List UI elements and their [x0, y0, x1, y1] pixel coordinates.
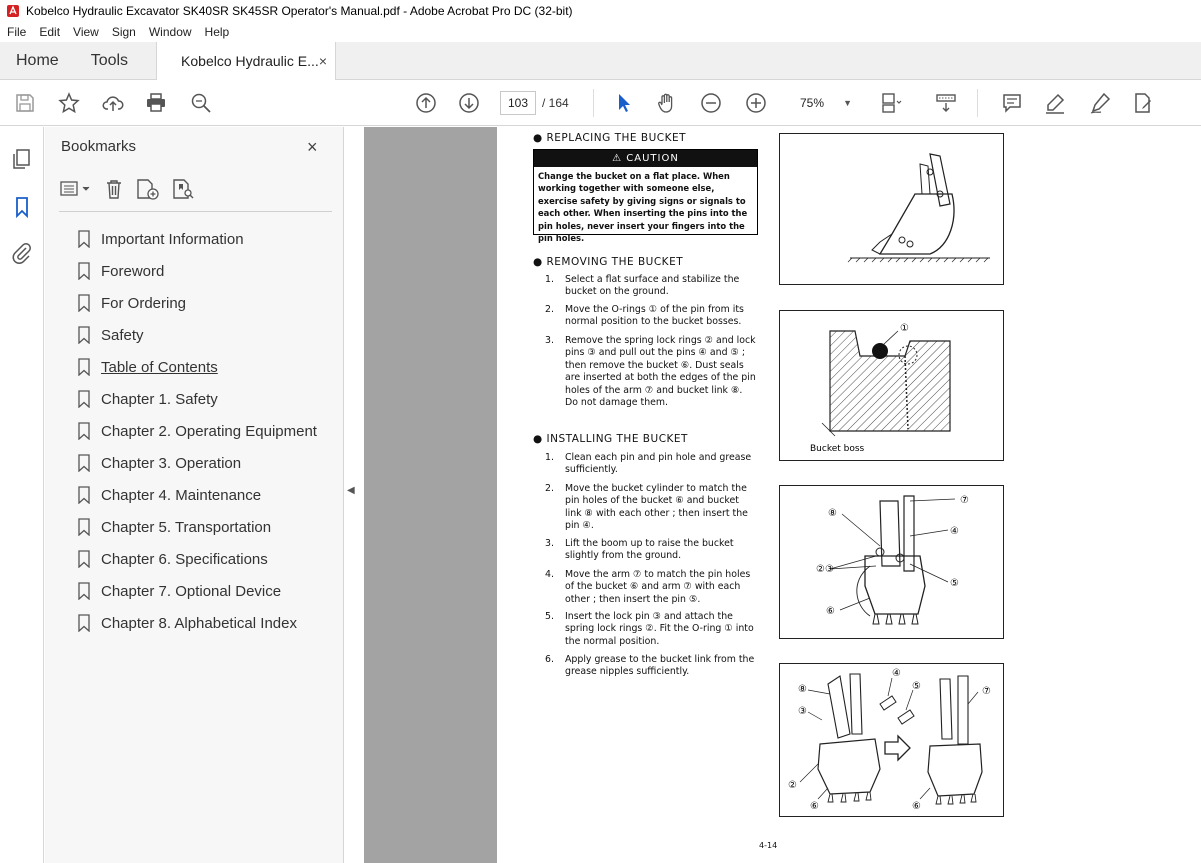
menu-file[interactable]: File: [7, 25, 27, 39]
bookmark-item[interactable]: [77, 383, 317, 415]
menu-edit[interactable]: Edit: [39, 25, 61, 39]
bookmark-item[interactable]: [77, 223, 317, 255]
bookmark-item[interactable]: [77, 543, 317, 575]
scroll-mode-icon[interactable]: [934, 91, 958, 115]
star-icon[interactable]: [57, 91, 81, 115]
chevron-down-icon: ▼: [843, 98, 852, 108]
pin-insertion-illustration: [780, 664, 1003, 816]
pdf-page: [497, 127, 1201, 863]
figure-label: Bucket boss: [810, 444, 865, 454]
callout-number: ⑥: [810, 801, 819, 812]
bookmark-icon: [77, 422, 91, 440]
callout-number: ⑧: [828, 508, 837, 519]
bookmarks-panel: [45, 127, 344, 863]
instruction-step: [545, 569, 757, 606]
step-number: 3.: [545, 538, 554, 549]
step-text: Move the arm ⑦ to match the pin holes of the bucket ⑥ and arm ⑦ with each other ; then insert the pin ⑤.: [565, 569, 751, 605]
step-text: Lift the boom up to raise the bucket slightly from the ground.: [565, 538, 734, 562]
caution-title: ⚠ CAUTION: [534, 150, 757, 167]
bookmark-item[interactable]: [77, 447, 317, 479]
collapse-panel-icon[interactable]: ◀: [347, 485, 355, 496]
page-number-input[interactable]: 103: [500, 91, 536, 115]
callout-number: ④: [950, 526, 959, 537]
delete-icon[interactable]: [103, 178, 125, 200]
bookmark-item[interactable]: [77, 479, 317, 511]
bookmark-label: Important Information: [101, 230, 244, 248]
bookmark-icon: [77, 230, 91, 248]
step-number: 5.: [545, 611, 554, 622]
zoom-value: 75%: [800, 96, 825, 110]
tab-document[interactable]: [156, 42, 336, 80]
zoom-search-icon[interactable]: [189, 91, 213, 115]
bookmark-label: Chapter 6. Specifications: [101, 550, 268, 568]
bookmark-icon: [77, 262, 91, 280]
step-number: 3.: [545, 335, 554, 346]
find-bookmark-icon[interactable]: [171, 178, 195, 200]
tab-tools[interactable]: Tools: [90, 51, 129, 69]
pages-thumbnail-icon[interactable]: [10, 147, 34, 171]
bookmarks-toolbar: [59, 173, 195, 205]
bookmark-label: Chapter 8. Alphabetical Index: [101, 614, 297, 632]
callout-number: ⑦: [982, 686, 991, 697]
instruction-step: [545, 654, 757, 679]
acrobat-icon: [6, 4, 20, 18]
menu-sign[interactable]: Sign: [111, 25, 136, 39]
bookmark-item[interactable]: [77, 319, 317, 351]
bookmarks-divider: [59, 211, 332, 212]
comment-icon[interactable]: [1000, 91, 1024, 115]
bookmark-label: Chapter 5. Transportation: [101, 518, 272, 536]
figure-bucket-boss: [779, 310, 1004, 461]
bookmark-item[interactable]: [77, 511, 317, 543]
title-bar: [0, 0, 1201, 22]
bookmark-label: Chapter 2. Operating Equipment: [101, 422, 317, 440]
toolbar-divider: [977, 89, 978, 117]
bookmark-icon: [77, 486, 91, 504]
section-heading: ● REMOVING THE BUCKET: [533, 256, 684, 268]
callout-number: ⑤: [950, 578, 959, 589]
previous-page-icon[interactable]: [414, 91, 438, 115]
bookmark-label: Chapter 4. Maintenance: [101, 486, 262, 504]
tab-home[interactable]: Home: [16, 51, 59, 69]
step-number: 2.: [545, 483, 554, 494]
section-heading: ● INSTALLING THE BUCKET: [533, 433, 688, 445]
bookmark-item[interactable]: [77, 287, 317, 319]
bookmark-label: For Ordering: [101, 294, 187, 312]
bookmark-icon: [77, 358, 91, 376]
bucket-boss-section-illustration: [780, 311, 1003, 460]
step-text: Move the O-rings ① of the pin from its normal position to the bucket bosses.: [565, 304, 744, 328]
callout-number: ④: [892, 668, 901, 679]
bookmark-label: Chapter 3. Operation: [101, 454, 242, 472]
step-number: 1.: [545, 452, 554, 463]
callout-number: ⑤: [912, 681, 921, 692]
instruction-step: [545, 538, 757, 563]
step-number: 1.: [545, 274, 554, 285]
toolbar-divider: [593, 89, 594, 117]
bookmark-item[interactable]: [77, 575, 317, 607]
callout-number: ⑥: [912, 801, 921, 812]
callout-number: ①: [900, 323, 909, 334]
upload-cloud-icon[interactable]: [101, 91, 125, 115]
bookmark-panel-icon[interactable]: [10, 195, 34, 219]
attachment-icon[interactable]: [10, 241, 34, 265]
step-text: Move the bucket cylinder to match the pin holes of the bucket ⑥ and bucket link ⑧ with each other ; then insert the pin ④.: [565, 483, 748, 532]
bookmarks-title: Bookmarks: [61, 138, 137, 155]
menu-bar: [0, 22, 1201, 42]
sign-pen-icon[interactable]: [1088, 91, 1112, 115]
hand-tool-icon[interactable]: [655, 91, 679, 115]
callout-number: ⑧: [798, 684, 807, 695]
instruction-step: [545, 274, 757, 299]
bookmark-icon: [77, 454, 91, 472]
step-text: Select a flat surface and stabilize the bucket on the ground.: [565, 274, 740, 298]
instruction-step: [545, 335, 757, 409]
bookmark-icon: [77, 582, 91, 600]
bookmark-icon: [77, 550, 91, 568]
caution-text: Change the bucket on a flat place. When working together with someone else, exercise safety by giving signs or signals to each other. When inserting the pins into the pin holes, never insert your fingers into the pin holes.: [538, 171, 748, 244]
callout-number: ⑥: [826, 606, 835, 617]
close-tab-icon[interactable]: ×: [318, 53, 328, 69]
close-icon[interactable]: ×: [307, 137, 318, 157]
print-icon[interactable]: [144, 91, 168, 115]
figure-bucket-on-ground: [779, 133, 1004, 285]
bookmark-item[interactable]: [77, 415, 317, 447]
page-fit-icon[interactable]: [879, 91, 903, 115]
menu-window[interactable]: Window: [148, 25, 192, 39]
new-bookmark-icon[interactable]: [135, 178, 161, 200]
instruction-step: [545, 304, 757, 329]
bookmark-icon: [77, 390, 91, 408]
zoom-dropdown[interactable]: [788, 91, 858, 115]
zoom-out-icon[interactable]: [699, 91, 723, 115]
step-number: 6.: [545, 654, 554, 665]
next-page-icon[interactable]: [457, 91, 481, 115]
bookmark-list: [77, 223, 317, 639]
tab-document-label: Kobelco Hydraulic E...: [181, 53, 319, 69]
edit-document-icon[interactable]: [1131, 91, 1155, 115]
step-text: Remove the spring lock rings ② and lock pins ③ and pull out the pins ④ and ⑤ ; then remove the bucket ⑥. Dust seals are inserted at both the edges of the pin holes of the arm ⑦ and bucket link ⑧. Do not damage them.: [565, 335, 756, 409]
bookmark-icon: [77, 614, 91, 632]
callout-number: ②: [788, 780, 797, 791]
figure-bucket-linkage: [779, 485, 1004, 639]
highlight-pen-icon[interactable]: [1043, 91, 1067, 115]
excavator-bucket-illustration: [780, 134, 1003, 284]
save-icon[interactable]: [13, 91, 37, 115]
zoom-in-icon[interactable]: [744, 91, 768, 115]
callout-number: ③: [798, 706, 807, 717]
step-text: Insert the lock pin ③ and attach the spring lock rings ②. Fit the O-ring ① into the normal position.: [565, 611, 754, 647]
figure-pin-insertion: [779, 663, 1004, 817]
page-total: / 164: [542, 96, 569, 110]
instruction-step: [545, 452, 757, 477]
step-number: 4.: [545, 569, 554, 580]
document-page-number: 4-14: [759, 841, 778, 850]
bookmark-item[interactable]: [77, 607, 317, 639]
bookmark-label: Chapter 1. Safety: [101, 390, 218, 408]
bookmark-icon: [77, 294, 91, 312]
bookmark-label: Chapter 7. Optional Device: [101, 582, 282, 600]
step-text: Clean each pin and pin hole and grease sufficiently.: [565, 452, 752, 476]
instruction-step: [545, 611, 757, 648]
bookmark-icon: [77, 326, 91, 344]
window-title: Kobelco Hydraulic Excavator SK40SR SK45SR Operator's Manual.pdf - Adobe Acrobat Pro DC (32-bit): [26, 4, 573, 18]
options-menu-icon[interactable]: [59, 179, 93, 199]
bookmark-label: Foreword: [101, 262, 165, 280]
bucket-linkage-illustration: [780, 486, 1003, 638]
left-navigation-rail: [0, 127, 44, 863]
callout-number: ②③: [816, 564, 834, 575]
document-viewport[interactable]: [364, 127, 1201, 863]
bookmark-icon: [77, 518, 91, 536]
bookmark-item[interactable]: [77, 255, 317, 287]
callout-number: ⑦: [960, 495, 969, 506]
section-heading: ● REPLACING THE BUCKET: [533, 132, 687, 144]
bookmark-item[interactable]: [77, 351, 317, 383]
instruction-step: [545, 483, 757, 533]
tab-bar: [0, 42, 1201, 80]
menu-help[interactable]: Help: [204, 25, 230, 39]
bookmark-label: Safety: [101, 326, 144, 344]
main-toolbar: [0, 80, 1201, 126]
caution-box: [533, 149, 758, 244]
menu-view[interactable]: View: [73, 25, 99, 39]
select-cursor-icon[interactable]: [612, 91, 636, 115]
bookmark-label: Table of Contents: [101, 358, 218, 376]
step-text: Apply grease to the bucket link from the grease nipples sufficiently.: [565, 654, 755, 678]
step-number: 2.: [545, 304, 554, 315]
